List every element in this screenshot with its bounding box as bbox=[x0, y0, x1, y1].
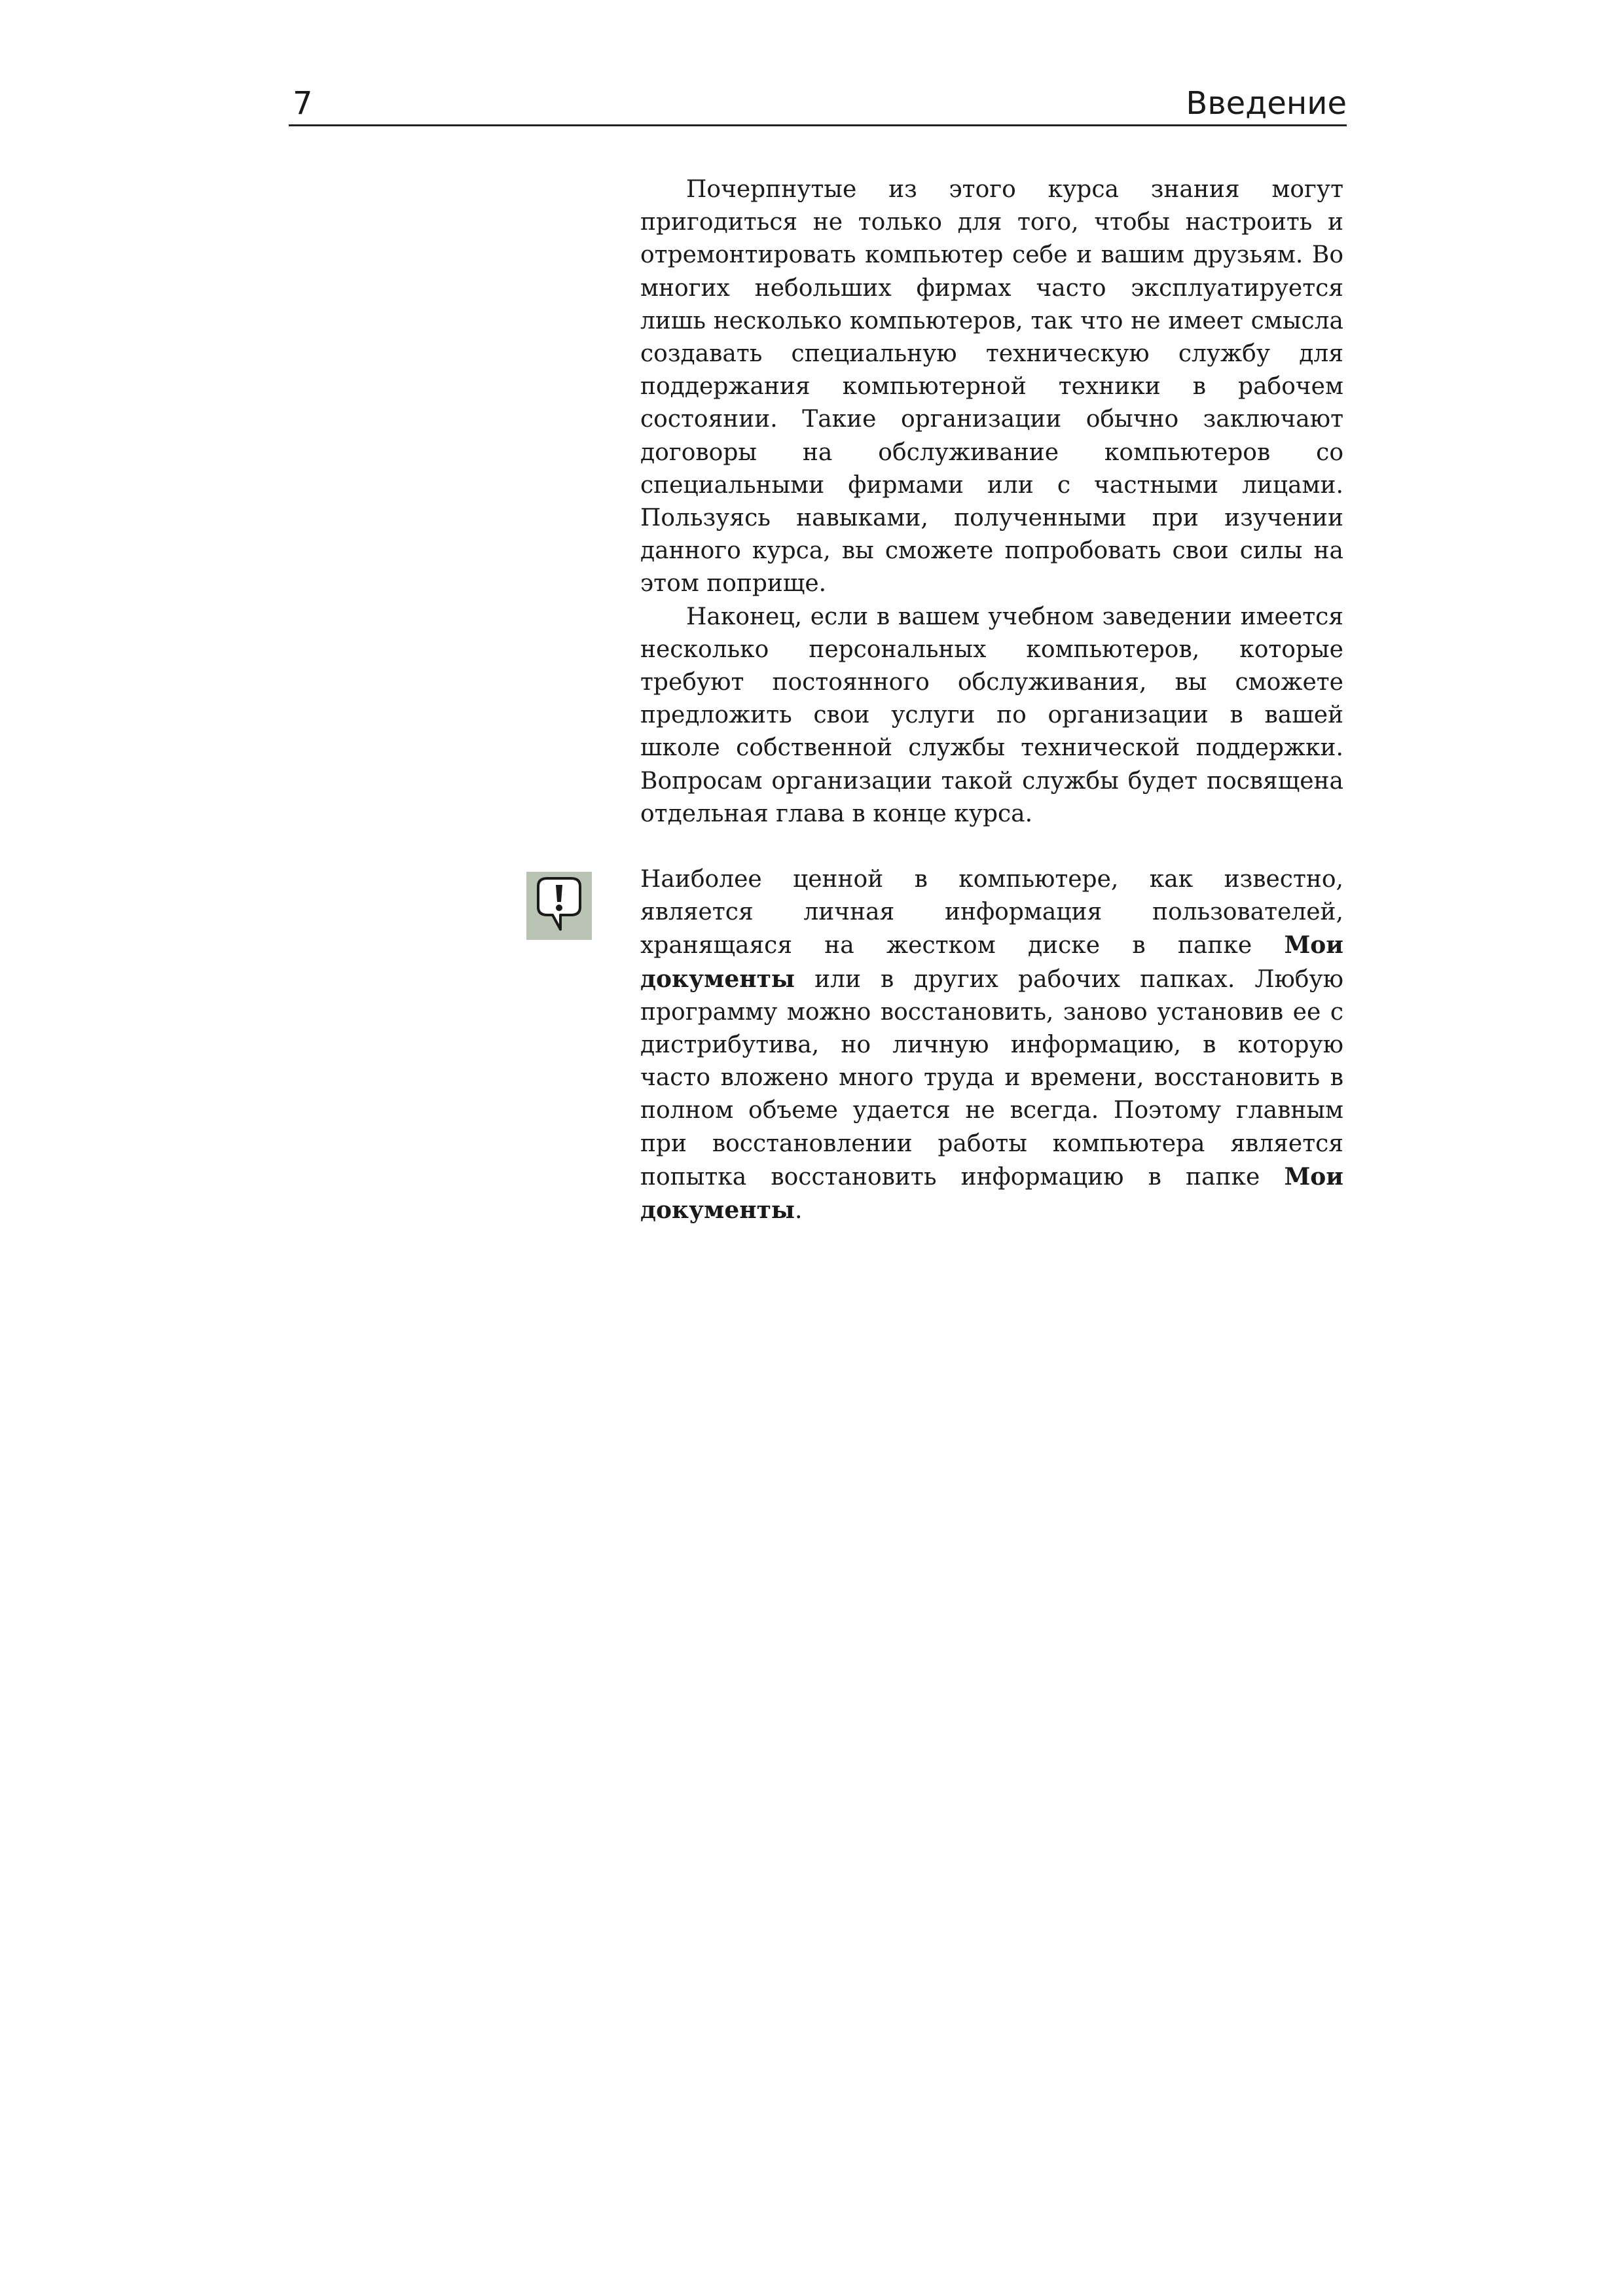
note-text-1: Наиболее ценной в компьютере, как известно, является личная информация пользователей, хранящаяся на жестком диске в папке bbox=[640, 866, 1343, 960]
note-text-2: или в других рабочих папках. Любую программу можно восстановить, заново установив ее с дистрибутива, но личную информацию, в которую часто вложено много труда и времени, восстановить в полном объеме удается не всегда. Поэтому главным при восстановлении работы компьютера является попытка восстановить информацию в папке bbox=[640, 965, 1343, 1191]
body-text bbox=[640, 173, 1343, 1227]
note-paragraph bbox=[640, 863, 1343, 1227]
running-title: Введение bbox=[1186, 85, 1347, 122]
note-block bbox=[640, 863, 1343, 1227]
page-number: 7 bbox=[293, 85, 313, 122]
paragraph-intro: Почерпнутые из этого курса знания могут пригодиться не только для того, чтобы настроить и отремонтировать компьютер себе и вашим друзьям. Во многих небольших фирмах часто эксплуатируется лишь несколько компьютеров, так что не имеет смысла создавать специальную техническую службу для поддержания компьютерной техники в рабочем состоянии. Такие организации обычно заключают договоры на обслуживание компьютеров со специальными фирмами или с частными лицами. Пользуясь навыками, полученными при изучении данного курса, вы сможете попробовать свои силы на этом поприще. bbox=[640, 176, 1343, 598]
page-header bbox=[289, 79, 1347, 126]
note-folder-name-1: Мои документы bbox=[640, 931, 1343, 993]
exclamation-speech-bubble-icon bbox=[526, 872, 592, 940]
paragraph-school-support: Наконец, если в вашем учебном заведении имеется несколько персональных компьютеров, которые требуют постоянного обслуживания, вы сможете предложить свои услуги по организации в вашей школе собственной службы технической поддержки. Вопросам организации такой службы будет посвящена отдельная глава в конце курса. bbox=[640, 603, 1343, 827]
note-folder-name-2: Мои документы bbox=[640, 1162, 1343, 1225]
note-text-3: . bbox=[794, 1197, 803, 1225]
